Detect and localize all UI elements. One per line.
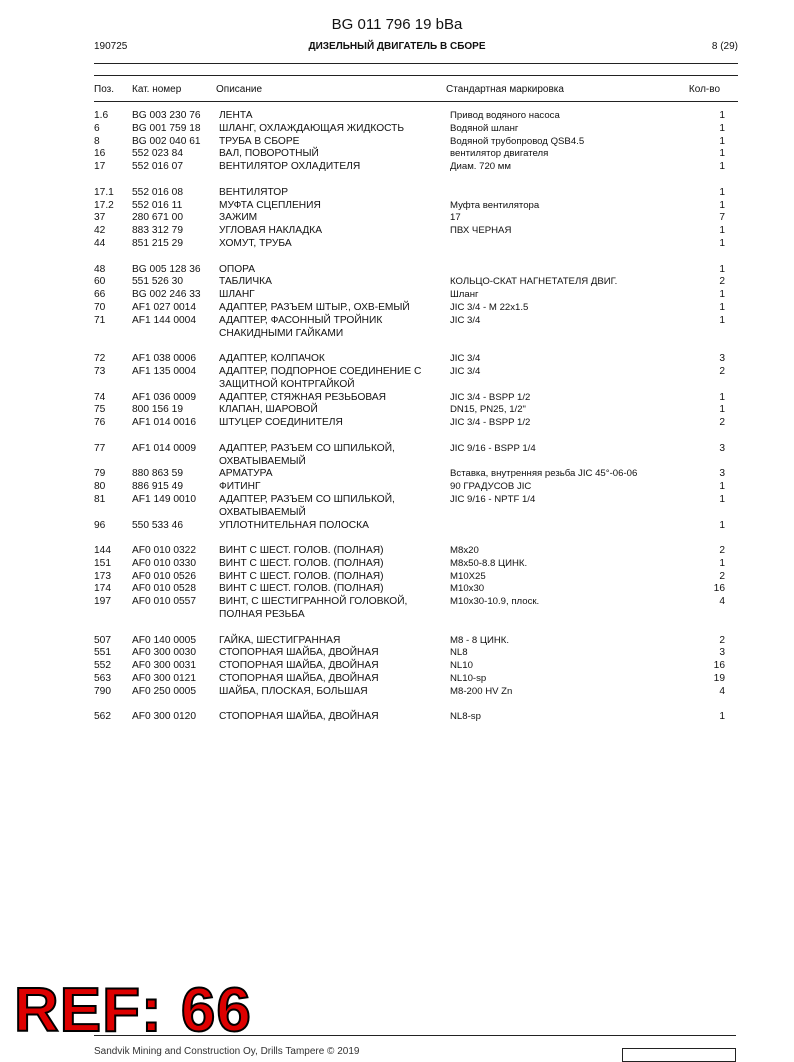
cell-qty: 1 [719,110,725,121]
cell-pos: 42 [94,225,106,237]
cell-cat: AF1 014 0016 [132,417,197,429]
cell-std: JIC 9/16 - BSPP 1/4 [450,442,536,454]
cell-desc: ВИНТ, С ШЕСТИГРАННОЙ ГОЛОВКОЙ, [219,596,408,608]
cell-std: NL8 [450,647,468,659]
table-row [0,456,794,469]
column-header-std: Стандартная маркировка [446,84,564,95]
cell-desc: АДАПТЕР, РАЗЪЕМ СО ШПИЛЬКОЙ, [219,442,395,454]
table-row-spacer [0,340,794,353]
cell-pos: 73 [94,365,106,377]
cell-std: Диам. 720 мм [450,161,511,173]
table-row [0,468,794,481]
cell-desc: ШЛАНГ, ОХЛАЖДАЮЩАЯ ЖИДКОСТЬ [219,122,405,134]
cell-std: JIC 3/4 - BSPP 1/2 [450,417,531,429]
table-row [0,110,794,123]
table-row [0,353,794,366]
cell-qty: 4 [719,685,725,697]
cell-cat: BG 002 246 33 [132,289,201,301]
cell-desc: МУФТА СЦЕПЛЕНИЯ [219,199,321,211]
table-row [0,328,794,341]
table-row [0,443,794,456]
cell-cat: AF0 300 0031 [132,660,197,672]
table-row [0,238,794,251]
table-row [0,609,794,622]
cell-pos: 1.6 [94,110,109,121]
cell-qty: 1 [719,301,725,313]
cell-pos: 75 [94,404,106,416]
cell-cat: AF0 140 0005 [132,634,197,646]
cell-std: JIC 3/4 [450,353,481,365]
cell-pos: 70 [94,301,106,313]
cell-cat: AF0 300 0120 [132,711,197,723]
cell-cat: 880 863 59 [132,468,183,480]
cell-qty: 1 [719,481,725,493]
table-row [0,302,794,315]
cell-desc: ВИНТ С ШЕСТ. ГОЛОВ. (ПОЛНАЯ) [219,570,384,582]
cell-cat: 851 215 29 [132,237,183,249]
cell-qty: 1 [719,186,725,198]
cell-cat: 886 915 49 [132,481,183,493]
table-row-spacer [0,251,794,264]
cell-std: Привод водяного насоса [450,110,560,121]
cell-desc: ВИНТ С ШЕСТ. ГОЛОВ. (ПОЛНАЯ) [219,545,384,557]
cell-desc: ОХВАТЫВАЕМЫЙ [219,455,306,467]
cell-qty: 4 [719,596,725,608]
cell-qty: 1 [719,199,725,211]
cell-cat: AF1 036 0009 [132,391,197,403]
cell-qty: 3 [719,442,725,454]
cell-desc: ОХВАТЫВАЕМЫЙ [219,506,306,518]
table-row-spacer [0,174,794,187]
table-row [0,711,794,724]
header-divider-bottom [94,75,738,76]
cell-pos: 16 [94,148,106,160]
cell-pos: 551 [94,647,111,659]
cell-pos: 60 [94,276,106,288]
cell-desc: АДАПТЕР, ФАСОННЫЙ ТРОЙНИК [219,314,383,326]
cell-desc: ХОМУТ, ТРУБА [219,237,292,249]
cell-desc: ПОЛНАЯ РЕЗЬБА [219,609,305,621]
cell-desc: ФИТИНГ [219,481,261,493]
table-row [0,686,794,699]
cell-pos: 173 [94,570,111,582]
cell-qty: 2 [719,545,725,557]
cell-cat: AF0 010 0528 [132,583,197,595]
cell-desc: УГЛОВАЯ НАКЛАДКА [219,225,322,237]
cell-std: JIC 9/16 - NPTF 1/4 [450,493,536,505]
cell-cat: 800 156 19 [132,404,183,416]
cell-std: КОЛЬЦО-СКАТ НАГНЕТАТЕЛЯ ДВИГ. [450,276,618,288]
cell-qty: 19 [713,673,725,685]
cell-cat: 551 526 30 [132,276,183,288]
cell-qty: 16 [713,660,725,672]
cell-desc: ЗАЩИТНОЙ КОНТРГАЙКОЙ [219,378,355,390]
cell-cat: 550 533 46 [132,519,183,531]
cell-qty: 1 [719,122,725,134]
table-row [0,545,794,558]
table-row [0,187,794,200]
table-row [0,225,794,238]
cell-pos: 144 [94,545,111,557]
cell-desc: АДАПТЕР, РАЗЪЕМ ШТЫР., ОХВ-ЕМЫЙ [219,301,410,313]
cell-cat: AF1 144 0004 [132,314,197,326]
cell-pos: 197 [94,596,111,608]
table-row [0,583,794,596]
cell-desc: ВЕНТИЛЯТОР ОХЛАДИТЕЛЯ [219,161,361,173]
cell-cat: BG 002 040 61 [132,135,201,147]
footer-logo-box [622,1048,736,1062]
cell-qty: 16 [713,583,725,595]
cell-desc: СТОПОРНАЯ ШАЙБА, ДВОЙНАЯ [219,673,379,685]
cell-cat: 552 016 07 [132,161,183,173]
table-row-spacer [0,699,794,712]
cell-pos: 562 [94,711,111,723]
table-row [0,200,794,213]
table-row-spacer [0,430,794,443]
cell-pos: 77 [94,442,106,454]
cell-std: M8x20 [450,545,479,557]
cell-std: NL10 [450,660,473,672]
cell-pos: 80 [94,481,106,493]
cell-pos: 507 [94,634,111,646]
page-number: 8 (29) [711,41,738,52]
cell-pos: 74 [94,391,106,403]
cell-desc: ОПОРА [219,263,256,275]
cell-qty: 1 [719,225,725,237]
document-title: BG 011 796 19 bBa [331,16,463,33]
cell-pos: 48 [94,263,106,275]
cell-qty: 7 [719,212,725,224]
cell-desc: ШАЙБА, ПЛОСКАЯ, БОЛЬШАЯ [219,685,368,697]
table-row [0,673,794,686]
header-divider-top [94,63,738,64]
cell-std: JIC 3/4 [450,314,481,326]
cell-desc: АДАПТЕР, СТЯЖНАЯ РЕЗЬБОВАЯ [219,391,387,403]
table-row [0,366,794,379]
cell-cat: BG 001 759 18 [132,122,201,134]
cell-desc: ГАЙКА, ШЕСТИГРАННАЯ [219,634,341,646]
cell-cat: 280 671 00 [132,212,183,224]
cell-cat: AF0 010 0526 [132,570,197,582]
cell-std: DN15, PN25, 1/2" [450,404,526,416]
cell-std: ПВХ ЧЕРНАЯ [450,225,512,237]
table-row [0,558,794,571]
cell-desc: ВИНТ С ШЕСТ. ГОЛОВ. (ПОЛНАЯ) [219,557,384,569]
table-row [0,289,794,302]
cell-qty: 2 [719,276,725,288]
cell-pos: 17 [94,161,106,173]
cell-cat: AF1 038 0006 [132,353,197,365]
table-row [0,123,794,136]
document-code: 190725 [94,41,128,52]
table-row [0,212,794,225]
cell-desc: ВЕНТИЛЯТОР [219,186,289,198]
cell-cat: 552 016 08 [132,186,183,198]
cell-desc: АДАПТЕР, КОЛПАЧОК [219,353,325,365]
cell-cat: 552 023 84 [132,148,183,160]
cell-std: Муфта вентилятора [450,199,540,211]
cell-qty: 1 [719,263,725,275]
cell-qty: 1 [719,519,725,531]
cell-qty: 1 [719,711,725,723]
cell-qty: 2 [719,634,725,646]
table-row [0,660,794,673]
cell-qty: 1 [719,314,725,326]
table-row [0,494,794,507]
table-row [0,571,794,584]
cell-std: 90 ГРАДУСОВ JIC [450,481,532,493]
cell-cat: AF0 010 0322 [132,545,197,557]
cell-pos: 6 [94,122,100,134]
cell-desc: СТОПОРНАЯ ШАЙБА, ДВОЙНАЯ [219,711,379,723]
table-row-spacer [0,532,794,545]
cell-std: NL10-sp [450,673,487,685]
column-header-cat: Кат. номер [132,84,182,95]
cell-pos: 37 [94,212,106,224]
cell-pos: 563 [94,673,111,685]
table-row [0,481,794,494]
cell-std: 17 [450,212,461,224]
cell-std: M8x50-8.8 ЦИНК. [450,557,528,569]
cell-std: Вставка, внутренняя резьба JIC 45°-06-06 [450,468,638,480]
footer-copyright: Sandvik Mining and Construction Oy, Drills Tampere © 2019 [94,1046,360,1057]
cell-pos: 44 [94,237,106,249]
cell-desc: ВАЛ, ПОВОРОТНЫЙ [219,148,319,160]
cell-qty: 1 [719,148,725,160]
cell-std: JIC 3/4 [450,365,481,377]
cell-desc: ВИНТ С ШЕСТ. ГОЛОВ. (ПОЛНАЯ) [219,583,384,595]
cell-pos: 790 [94,685,111,697]
table-row-spacer [0,622,794,635]
cell-desc: ШЛАНГ [219,289,255,301]
cell-pos: 79 [94,468,106,480]
cell-pos: 8 [94,135,100,147]
cell-desc: СТОПОРНАЯ ШАЙБА, ДВОЙНАЯ [219,647,379,659]
cell-cat: AF1 135 0004 [132,365,197,377]
reference-stamp: REF: 66 [14,976,252,1045]
cell-pos: 72 [94,353,106,365]
cell-desc: СНАКИДНЫМИ ГАЙКАМИ [219,327,344,339]
cell-qty: 2 [719,570,725,582]
cell-qty: 1 [719,289,725,301]
parts-table [0,110,794,724]
cell-qty: 3 [719,353,725,365]
document-heading: ДИЗЕЛЬНЫЙ ДВИГАТЕЛЬ В СБОРЕ [308,41,486,52]
cell-pos: 174 [94,583,111,595]
cell-desc: ШТУЦЕР СОЕДИНИТЕЛЯ [219,417,343,429]
cell-cat: BG 005 128 36 [132,263,201,275]
cell-qty: 1 [719,161,725,173]
cell-cat: BG 003 230 76 [132,110,201,121]
cell-std: JIC 3/4 - BSPP 1/2 [450,391,531,403]
cell-pos: 96 [94,519,106,531]
cell-std: Водяной трубопровод QSB4.5 [450,135,585,147]
table-header-divider [94,101,738,102]
cell-std: M10x30-10.9, плоск. [450,596,540,608]
table-row [0,148,794,161]
table-row [0,392,794,405]
cell-std: Водяной шланг [450,122,519,134]
cell-desc: КЛАПАН, ШАРОВОЙ [219,404,318,416]
cell-pos: 17.1 [94,186,114,198]
cell-std: M8 - 8 ЦИНК. [450,634,510,646]
table-row [0,136,794,149]
cell-cat: AF0 300 0121 [132,673,197,685]
cell-qty: 1 [719,493,725,505]
cell-std: вентилятор двигателя [450,148,549,160]
cell-cat: 552 016 11 [132,199,183,211]
cell-desc: ЗАЖИМ [219,212,258,224]
table-row [0,404,794,417]
cell-pos: 17.2 [94,199,114,211]
cell-cat: AF0 010 0557 [132,596,197,608]
cell-cat: AF0 250 0005 [132,685,197,697]
table-row [0,276,794,289]
cell-cat: AF1 014 0009 [132,442,197,454]
cell-pos: 151 [94,557,111,569]
cell-pos: 66 [94,289,106,301]
table-row [0,635,794,648]
cell-pos: 76 [94,417,106,429]
cell-desc: УПЛОТНИТЕЛЬНАЯ ПОЛОСКА [219,519,369,531]
cell-desc: ЛЕНТА [219,110,253,121]
table-row [0,315,794,328]
column-header-qty: Кол-во [688,84,720,95]
cell-std: M8-200 HV Zn [450,685,513,697]
cell-pos: 81 [94,493,106,505]
table-row [0,264,794,277]
cell-qty: 1 [719,557,725,569]
cell-cat: AF1 027 0014 [132,301,197,313]
cell-desc: АРМАТУРА [219,468,273,480]
cell-desc: СТОПОРНАЯ ШАЙБА, ДВОЙНАЯ [219,660,379,672]
cell-cat: AF0 300 0030 [132,647,197,659]
table-row [0,507,794,520]
column-header-pos: Поз. [94,84,114,95]
table-row [0,596,794,609]
cell-std: M10X25 [450,570,486,582]
cell-std: NL8-sp [450,711,481,723]
cell-cat: AF0 010 0330 [132,557,197,569]
cell-pos: 552 [94,660,111,672]
cell-desc: АДАПТЕР, ПОДПОРНОЕ СОЕДИНЕНИЕ С [219,365,422,377]
cell-std: JIC 3/4 - M 22x1.5 [450,301,529,313]
cell-desc: АДАПТЕР, РАЗЪЕМ СО ШПИЛЬКОЙ, [219,493,395,505]
cell-desc: ТАБЛИЧКА [219,276,272,288]
cell-std: Шланг [450,289,479,301]
table-row [0,417,794,430]
cell-std: M10x30 [450,583,485,595]
table-row [0,379,794,392]
cell-desc: ТРУБА В СБОРЕ [219,135,300,147]
cell-pos: 71 [94,314,106,326]
cell-qty: 2 [719,417,725,429]
cell-qty: 3 [719,468,725,480]
cell-cat: AF1 149 0010 [132,493,197,505]
cell-qty: 1 [719,135,725,147]
cell-qty: 2 [719,365,725,377]
column-header-desc: Описание [216,84,263,95]
cell-qty: 1 [719,237,725,249]
cell-qty: 1 [719,404,725,416]
cell-qty: 3 [719,647,725,659]
table-row [0,647,794,660]
table-row [0,520,794,533]
table-row [0,161,794,174]
cell-cat: 883 312 79 [132,225,183,237]
cell-qty: 1 [719,391,725,403]
